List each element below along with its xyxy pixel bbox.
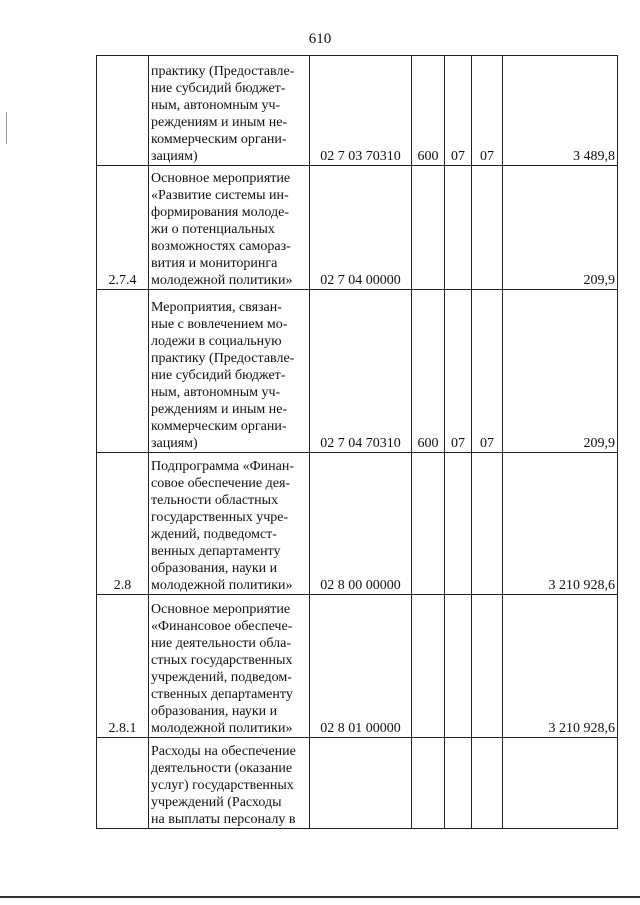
row-section — [445, 595, 472, 738]
row-name-line: молодежной политики» — [151, 273, 293, 288]
row-number — [97, 290, 149, 453]
row-subsection — [472, 166, 503, 290]
row-subsection — [472, 738, 503, 829]
row-expense-type — [412, 738, 445, 829]
budget-table-body — [97, 56, 618, 829]
row-name — [149, 166, 310, 290]
row-number: 2.8 — [97, 453, 149, 595]
row-code: 02 7 04 00000 — [310, 166, 412, 290]
row-name-line: ние деятельности обла- — [151, 636, 291, 651]
row-name-line: практику (Предоставле- — [151, 351, 295, 366]
row-subsection: 07 — [472, 56, 503, 166]
row-name-line: Расходы на обеспечение — [151, 744, 296, 759]
row-subsection — [472, 595, 503, 738]
row-name — [149, 738, 310, 829]
row-section — [445, 453, 472, 595]
row-expense-type — [412, 595, 445, 738]
row-name-line: «Финансовое обеспече- — [151, 619, 293, 634]
row-expense-type: 600 — [412, 290, 445, 453]
row-amount: 3 210 928,6 — [503, 595, 618, 738]
table-row — [97, 595, 618, 738]
row-name-line: ным, автономным уч- — [151, 385, 281, 400]
row-number — [97, 56, 149, 166]
row-name-line: ные с вовлечением мо- — [151, 317, 288, 332]
row-name-line: жи о потенциальных — [151, 222, 275, 237]
row-name-line: ным, автономным уч- — [151, 98, 281, 113]
row-name-line: тельности областных — [151, 493, 279, 508]
row-name-line: Основное мероприятие — [151, 602, 291, 617]
row-name-line: вития и мониторинга — [151, 256, 278, 271]
row-expense-type: 600 — [412, 56, 445, 166]
row-name-line: лодежи в социальную — [151, 334, 282, 349]
row-expense-type — [412, 166, 445, 290]
row-code: 02 7 04 70310 — [310, 290, 412, 453]
row-number: 2.7.4 — [97, 166, 149, 290]
table-row — [97, 166, 618, 290]
row-name-line: реждениям и иным не- — [151, 402, 288, 417]
table-row — [97, 290, 618, 453]
row-code — [310, 738, 412, 829]
row-number: 2.8.1 — [97, 595, 149, 738]
table-row — [97, 56, 618, 166]
row-name-line: учреждений, подведом- — [151, 670, 292, 685]
page-number: 610 — [308, 31, 332, 47]
row-code: 02 8 00 00000 — [310, 453, 412, 595]
row-name-line: учреждений (Расходы — [151, 795, 282, 810]
row-expense-type — [412, 453, 445, 595]
row-name-line: совое обеспечение дея- — [151, 476, 291, 491]
row-name-line: услуг) государственных — [151, 778, 294, 793]
row-name-line: «Развитие системы ин- — [151, 188, 289, 203]
row-name-line: Подпрограмма «Финан- — [151, 459, 295, 474]
row-amount: 209,9 — [503, 290, 618, 453]
row-section — [445, 166, 472, 290]
row-name — [149, 595, 310, 738]
row-name-line: стных государственных — [151, 653, 293, 668]
row-subsection — [472, 453, 503, 595]
row-amount: 3 489,8 — [503, 56, 618, 166]
row-code: 02 8 01 00000 — [310, 595, 412, 738]
table-row — [97, 738, 618, 829]
row-amount: 209,9 — [503, 166, 618, 290]
row-name-line: практику (Предоставле- — [151, 64, 295, 79]
row-name-line: формирования молоде- — [151, 205, 290, 220]
row-amount — [503, 738, 618, 829]
row-amount: 3 210 928,6 — [503, 453, 618, 595]
row-name-line: деятельности (оказание — [151, 761, 293, 776]
row-name — [149, 56, 310, 166]
row-name-line: Мероприятия, связан- — [151, 300, 282, 315]
row-name-line: ние субсидий бюджет- — [151, 368, 286, 383]
row-name-line: образования, науки и — [151, 561, 278, 576]
row-name-line: венных департаменту — [151, 544, 281, 559]
row-name-line: коммерческим органи- — [151, 419, 287, 434]
row-section — [445, 738, 472, 829]
row-number — [97, 738, 149, 829]
row-subsection: 07 — [472, 290, 503, 453]
row-name-line: молодежной политики» — [151, 721, 293, 736]
row-name-line: молодежной политики» — [151, 578, 293, 593]
row-name — [149, 453, 310, 595]
row-name-line: образования, науки и — [151, 704, 278, 719]
scan-artifact — [6, 112, 7, 144]
row-section: 07 — [445, 290, 472, 453]
row-name-line: Основное мероприятие — [151, 171, 291, 186]
row-name-line: зациям) — [151, 149, 198, 164]
row-name-line: ждений, подведомст- — [151, 527, 277, 542]
row-name-line: на выплаты персоналу в — [151, 812, 296, 827]
row-name-line: коммерческим органи- — [151, 132, 287, 147]
row-name-line: возможностях самораз- — [151, 239, 291, 254]
row-name-line: ние субсидий бюджет- — [151, 81, 286, 96]
table-row — [97, 453, 618, 595]
budget-table — [96, 55, 618, 829]
row-name-line: реждениям и иным не- — [151, 115, 288, 130]
row-section: 07 — [445, 56, 472, 166]
row-name-line: зациям) — [151, 436, 198, 451]
row-name-line: ственных департаменту — [151, 687, 293, 702]
row-code: 02 7 03 70310 — [310, 56, 412, 166]
page-bottom-rule — [0, 896, 640, 898]
row-name-line: государственных учре- — [151, 510, 289, 525]
row-name — [149, 290, 310, 453]
